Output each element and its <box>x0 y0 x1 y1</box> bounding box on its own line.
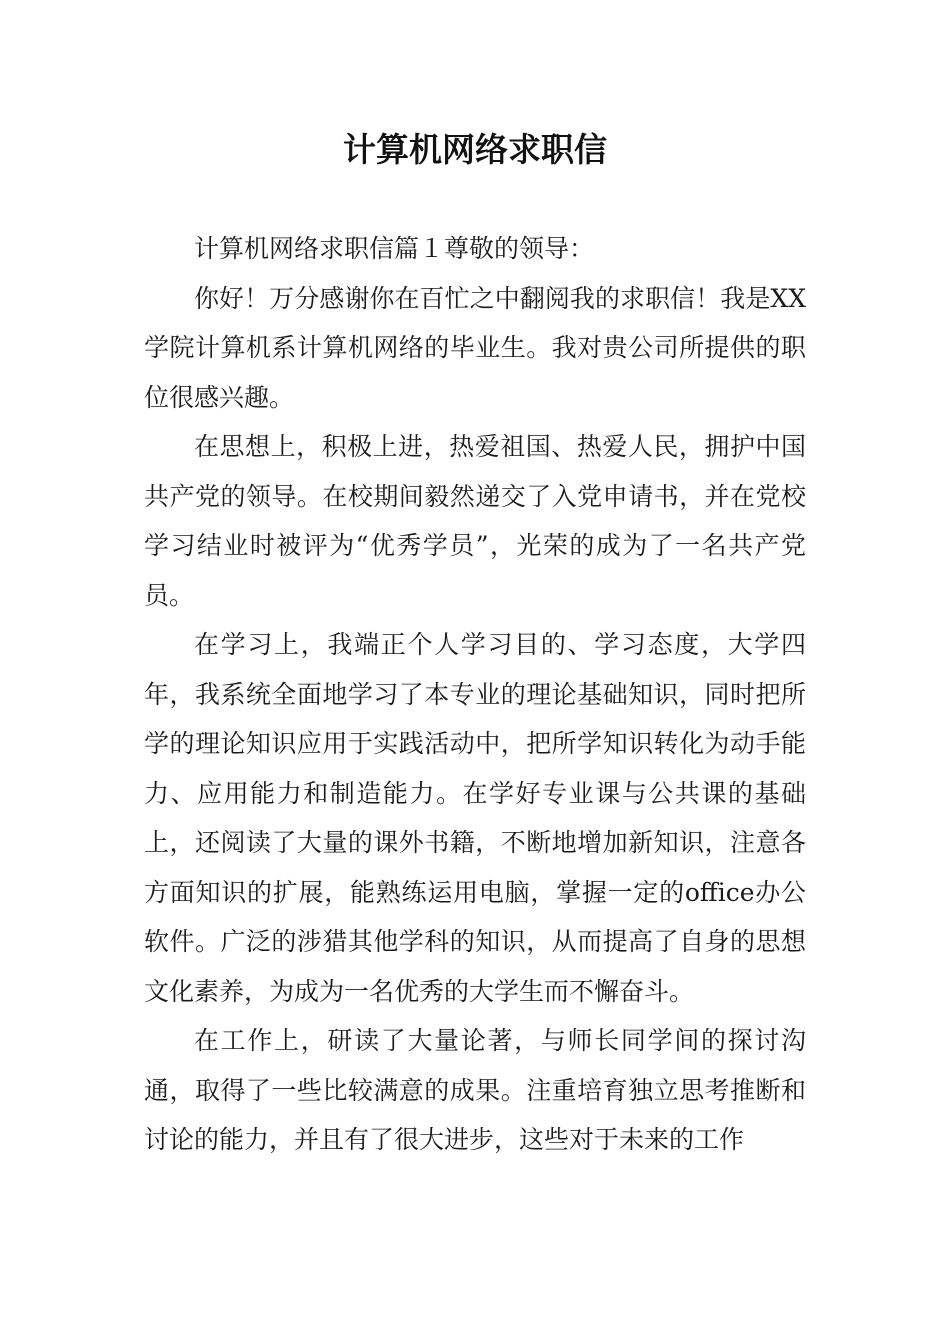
paragraph-study: 在学习上，我端正个人学习目的、学习态度，大学四年，我系统全面地学习了本专业的理论基础知识，同时把所学的理论知识应用于实践活动中，把所学知识转化为动手能力、应用能力和制造能力。在学好专业课与公共课的基础上，还阅读了大量的课外书籍，不断地增加新知识，注意各方面知识的扩展，能熟练运用电脑，掌握一定的office办公软件。广泛的涉猎其他学科的知识，从而提高了自身的思想文化素养，为成为一名优秀的大学生而不懈奋斗。 <box>144 630 806 1006</box>
document-body <box>144 224 806 1165</box>
paragraph-ideology: 在思想上，积极上进，热爱祖国、热爱人民，拥护中国共产党的领导。在校期间毅然递交了入党申请书，并在党校学习结业时被评为“优秀学员”，光荣的成为了一名共产党员。 <box>144 432 806 610</box>
document-title: 计算机网络求职信 <box>343 130 607 169</box>
paragraph-greeting: 计算机网络求职信篇１尊敬的领导： <box>194 234 595 263</box>
paragraph-work: 在工作上，研读了大量论著，与师长同学间的探讨沟通，取得了一些比较满意的成果。注重培育独立思考推断和讨论的能力，并且有了很大进步，这些对于未来的工作 <box>144 1026 806 1154</box>
paragraph-introduction: 你好！万分感谢你在百忙之中翻阅我的求职信！我是XX学院计算机系计算机网络的毕业生。我对贵公司所提供的职位很感兴趣。 <box>144 283 806 412</box>
